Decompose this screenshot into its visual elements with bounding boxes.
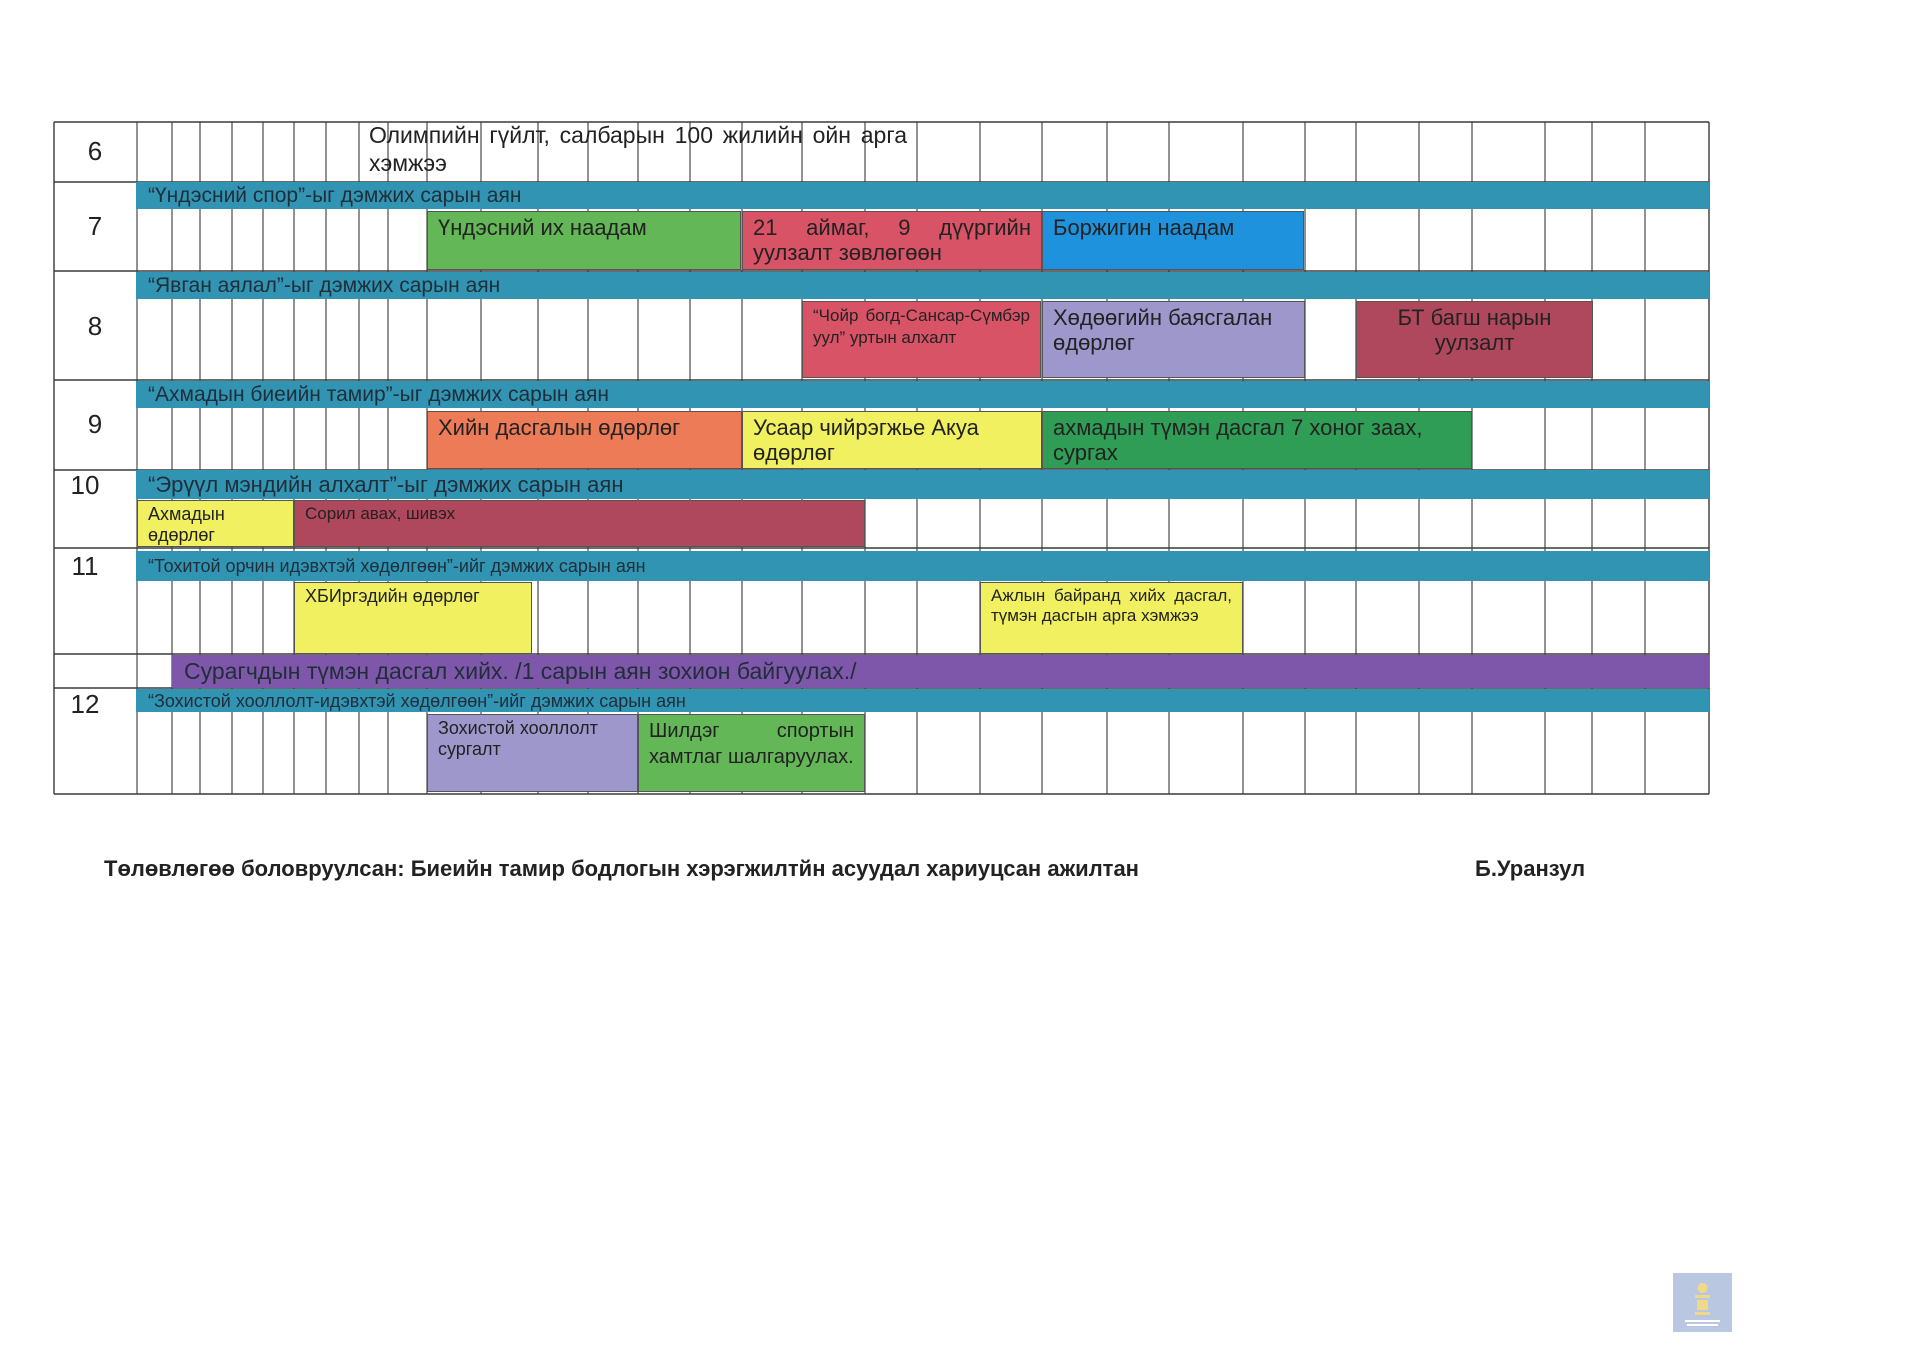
event-sports-team-contest: Шилдэг спортын хамтлаг шалгаруулах.: [638, 714, 865, 792]
event-rural-day: Хөдөөгийн баясгалан өдөрлөг: [1042, 301, 1305, 378]
campaign-bar-elderly-sport: “Ахмадын биеийн тамир”-ыг дэмжих сарын аян: [136, 381, 1709, 408]
event-testing: Сорил авах, шивэх: [294, 500, 865, 547]
campaign-bar-national-sport: “Үндэсний спор”-ыг дэмжих сарын аян: [136, 182, 1709, 209]
campaign-bar-hiking: “Явган аялал”-ыг дэмжих сарын аян: [136, 272, 1709, 299]
event-aimag-meeting: 21 аймаг, 9 дүүргийн уулзалт зөвлөгөөн: [742, 211, 1042, 270]
row-number-11: 11: [71, 551, 99, 581]
campaign-bar-health-walk: “Эрүүл мэндийн алхалт”-ыг дэмжих сарын аян: [136, 470, 1709, 499]
soyombo-icon: [1673, 1273, 1732, 1332]
campaign-bar-students-exercise: Сурагчдын түмэн дасгал хийх. /1 сарын аян зохион байгуулах./: [172, 655, 1709, 688]
row-number-8: 8: [87, 311, 103, 341]
row-number-7: 7: [87, 211, 103, 241]
row-number-12: 12: [70, 689, 100, 719]
prepared-by-label: Төлөвлөгөө боловруулсан: Биеийн тамир бодлогын хэрэгжилтйн асуудал хариуцсан ажилтан: [104, 856, 1139, 881]
state-archive-emblem: [1673, 1273, 1732, 1332]
row-number-9: 9: [87, 409, 103, 439]
event-borjigin-naadam: Боржигин наадам: [1042, 211, 1304, 270]
preparer-name: Б.Уранзул: [1475, 856, 1586, 881]
event-aqua-day: Усаар чийрэгжье Акуа өдөрлөг: [742, 411, 1042, 469]
event-olympic-run: Олимпийн гүйлт, салбарын 100 жилийн ойн арга хэмжээ: [369, 122, 907, 176]
event-disabled-day: ХБИргэдийн өдөрлөг: [294, 582, 532, 654]
event-breathing-exercise: Хийн дасгалын өдөрлөг: [427, 411, 742, 469]
event-elderly-mass-exercise: ахмадын түмэн дасгал 7 хоног заах, сургах: [1042, 411, 1472, 469]
event-nutrition-training: Зохистой хооллолт сургалт: [427, 714, 638, 792]
event-naadam: Үндэсний их наадам: [427, 211, 741, 270]
event-choir-walk: “Чойр богд-Сансар-Сүмбэр уул” уртын алхалт: [802, 301, 1041, 378]
campaign-bar-nutrition: “Зохистой хооллолт-идэвхтэй хөдөлгөөн”-ийг дэмжих сарын аян: [136, 689, 1709, 712]
row-number-6: 6: [87, 136, 103, 166]
event-elderly-day: Ахмадын өдөрлөг: [137, 500, 294, 547]
event-pe-teachers-meeting: БТ багш нарын уулзалт: [1356, 301, 1593, 378]
row-number-10: 10: [70, 470, 100, 500]
event-workplace-exercise: Ажлын байранд хийх дасгал, түмэн дасгын арга хэмжээ: [980, 582, 1243, 654]
campaign-bar-active-movement: “Тохитой орчин идэвхтэй хөдөлгөөн”-ийг дэмжих сарын аян: [136, 551, 1709, 581]
